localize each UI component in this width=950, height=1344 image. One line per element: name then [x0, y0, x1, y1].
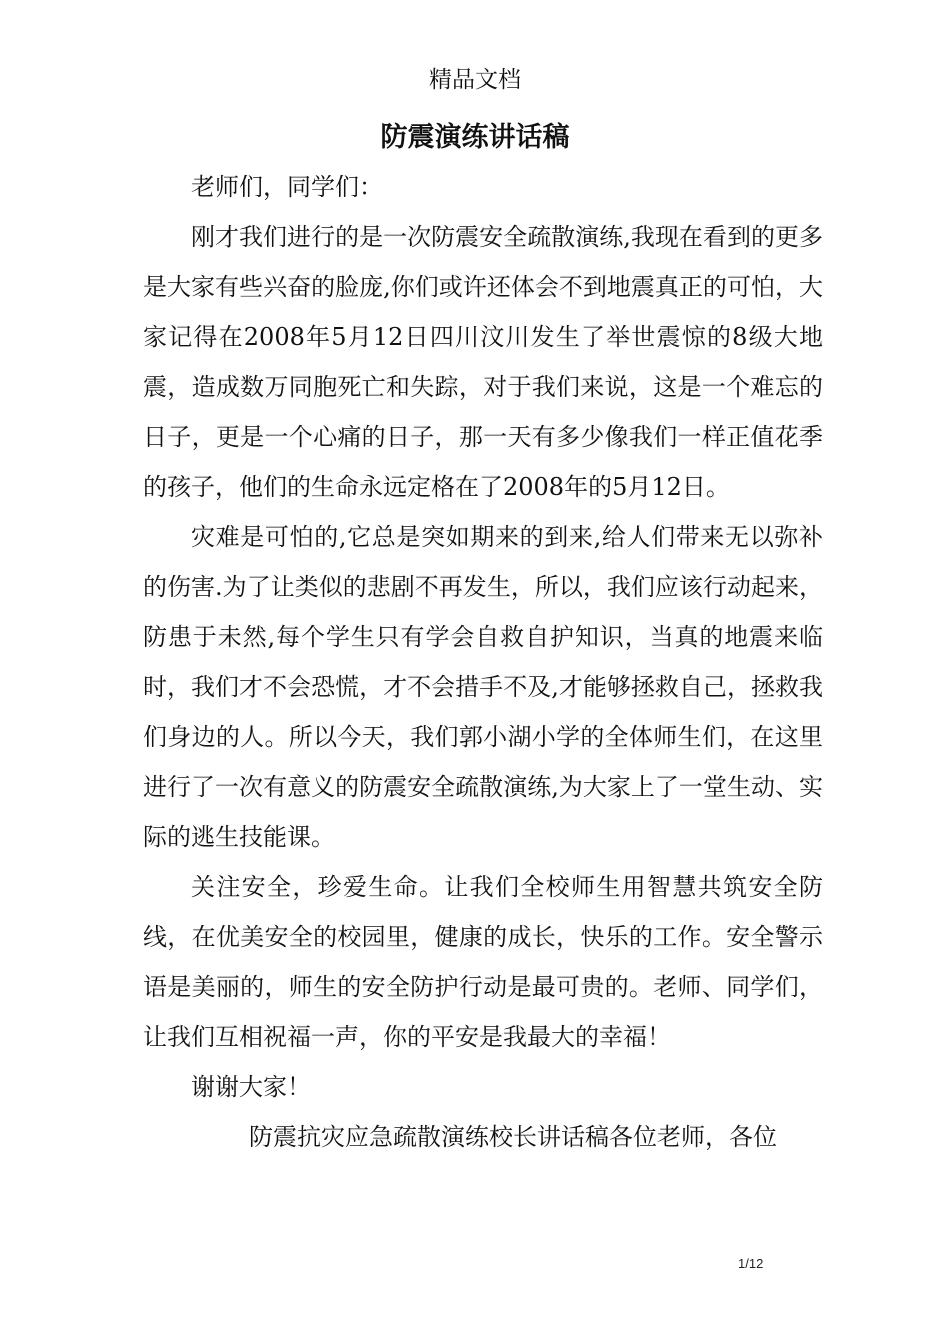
paragraph-3: 关注安全，珍爱生命。让我们全校师生用智慧共筑安全防线，在优美安全的校园里，健康的成长，快乐的工作。安全警示语是美丽的，师生的安全防护行动是最可贵的。老师、同学们，让我们互相祝福一声，你的平安是我最大的幸福！ [143, 873, 823, 1051]
document-body [143, 162, 823, 1162]
page-number: 1/12 [738, 1256, 764, 1271]
closing-line: 谢谢大家！ [191, 1073, 311, 1101]
greeting: 老师们，同学们： [191, 173, 383, 201]
document-header: 精品文档 [429, 67, 521, 93]
next-section-heading: 防震抗灾应急疏散演练校长讲话稿各位老师，各位 [249, 1123, 777, 1151]
paragraph-2: 灾难是可怕的,它总是突如期来的到来,给人们带来无以弥补的伤害.为了让类似的悲剧不再发生，所以，我们应该行动起来，防患于未然,每个学生只有学会自救自护知识，当真的地震来临时，我们才不会恐慌，才不会措手不及,才能够拯救自己，拯救我们身边的人。所以今天，我们郭小湖小学的全体师生们，在这里进行了一次有意义的防震安全疏散演练,为大家上了一堂生动、实际的逃生技能课。 [143, 523, 823, 851]
document-title: 防震演练讲话稿 [380, 122, 570, 153]
paragraph-1: 刚才我们进行的是一次防震安全疏散演练,我现在看到的更多是大家有些兴奋的脸庞,你们或许还体会不到地震真正的可怕，大家记得在2008年5月12日四川汶川发生了举世震惊的8级大地震，造成数万同胞死亡和失踪，对于我们来说，这是一个难忘的日子，更是一个心痛的日子，那一天有多少像我们一样正值花季的孩子，他们的生命永远定格在了2008年的5月12日。 [143, 223, 823, 501]
